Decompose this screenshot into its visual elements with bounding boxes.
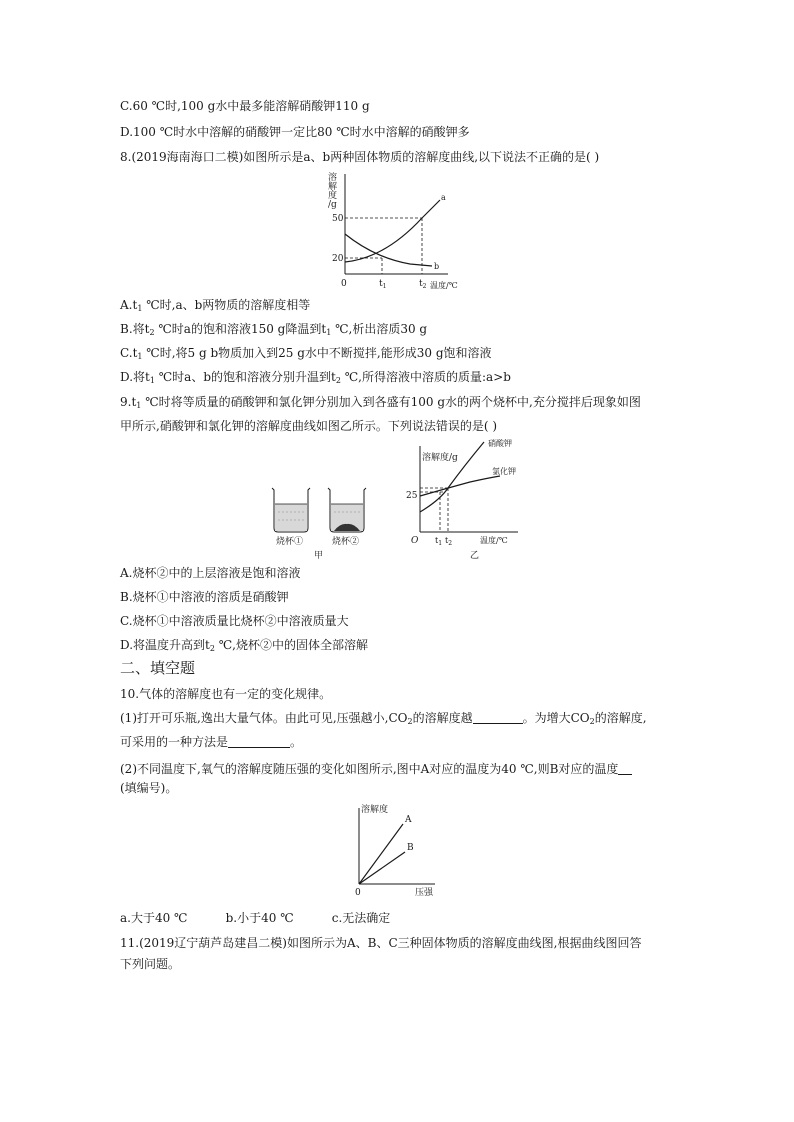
q9-stem-line2: 甲所示,硝酸钾和氯化钾的溶解度曲线如图乙所示。下列说法错误的是( ) — [120, 419, 497, 433]
q8-option-a: $A.t_1$ ℃时,a、b两物质的溶解度相等 — [120, 298, 311, 313]
q9-option-c: C.烧杯①中溶液质量比烧杯②中溶液质量大 — [120, 614, 349, 628]
t1-sub: 1 — [438, 540, 443, 547]
ylabel: 溶解度 — [361, 805, 389, 815]
q11-stem-line2: 下列问题。 — [120, 957, 181, 971]
figure-yi-caption: 乙 — [470, 551, 480, 561]
beaker-1 — [272, 488, 310, 532]
curve-b — [345, 234, 432, 266]
q7-option-c: C.60 ℃时,100 g水中最多能溶解硝酸钾110 g — [120, 99, 370, 113]
section-heading-fill-blank: 二、填空题 — [120, 659, 196, 677]
x-axis-label: 压强 — [415, 888, 434, 898]
t1-label: t — [435, 536, 439, 545]
answer-blank-3 — [618, 762, 632, 775]
q8-option-d: D.将$t_1$ ℃时a、b的饱和溶液分别升温到$t_2$ ℃,所得溶液中溶质的质量:a>b — [120, 370, 511, 385]
svg-text:t1 — [379, 279, 386, 290]
svg-text:t2 — [445, 536, 452, 547]
t2-sub: 2 — [422, 283, 427, 290]
y-tick-50: 50 — [332, 214, 344, 224]
origin-label: O — [411, 536, 419, 546]
line-a — [359, 824, 403, 884]
t2-label: t — [445, 536, 449, 545]
answer-blank-1 — [473, 711, 523, 724]
beaker-2-label: 烧杯② — [332, 537, 360, 547]
ylabel-char-1: 溶 — [328, 173, 338, 183]
line-b-label: B — [407, 843, 414, 853]
q9-option-d: D.将温度升高到$t_2$ ℃,烧杯②中的固体全部溶解 — [120, 638, 368, 653]
answer-blank-2 — [228, 735, 290, 748]
t1-sub: 1 — [382, 283, 387, 290]
q9-stem-line1: $9.t_1$ ℃时将等质量的硝酸钾和氯化钾分别加入到各盛有100 g水的两个烧杯中,充分搅拌后现象如图 — [120, 395, 641, 410]
y-tick-25: 25 — [406, 491, 418, 501]
q9-option-a: A.烧杯②中的上层溶液是饱和溶液 — [120, 566, 301, 580]
origin-label: 0 — [355, 888, 361, 898]
line-b — [359, 852, 405, 884]
q10-part1-line2: 可采用的一种方法是 。 — [120, 735, 303, 749]
q7-option-d: D.100 ℃时水中溶解的硝酸钾一定比80 ℃时水中溶解的硝酸钾多 — [120, 125, 470, 139]
t2-label: t — [419, 279, 423, 289]
svg-text:t2 — [419, 279, 427, 290]
q9-option-b: B.烧杯①中溶液的溶质是硝酸钾 — [120, 590, 289, 604]
t2-sub: 2 — [448, 540, 453, 547]
ylabel: 溶解度/g — [422, 453, 458, 463]
q10-options: a.大于40 ℃ b.小于40 ℃ c.无法确定 — [120, 911, 391, 925]
beaker-2 — [328, 488, 366, 532]
q9-solubility-chart — [400, 436, 540, 561]
q8-option-c: $C.t_1$ ℃时,将5 g b物质加入到25 g水中不断搅拌,能形成30 g饱和溶液 — [120, 346, 492, 361]
q10-stem: 10.气体的溶解度也有一定的变化规律。 — [120, 687, 332, 701]
q10-part2-line2: (填编号)。 — [120, 781, 178, 795]
q8-stem: 8.(2019海南海口二模)如图所示是a、b两种固体物质的溶解度曲线,以下说法不正确的是( ) — [120, 150, 600, 164]
q8-option-b: B.将$t_2$ ℃时a的饱和溶液150 g降温到$t_1$ ℃,析出溶质30 g — [120, 322, 428, 337]
q10-pressure-chart — [345, 800, 455, 898]
t1-label: t — [379, 279, 383, 289]
q10-part2-line1: (2)不同温度下,氧气的溶解度随压强的变化如图所示,图中A对应的温度为40 ℃,则B对应的温度 — [120, 761, 632, 777]
q8-solubility-chart — [320, 166, 470, 296]
q10-part1-line1: (1)打开可乐瓶,逸出大量气体。由此可见,压强越小$,CO_2$的溶解度越 。为增大$CO_2$的溶解度, — [120, 711, 647, 726]
y-tick-20: 20 — [332, 254, 344, 264]
line-a-label: A — [405, 815, 412, 825]
beaker-1-label: 烧杯① — [276, 537, 304, 547]
curve-a-label: a — [441, 193, 446, 202]
curve-b-label: b — [434, 262, 440, 271]
figure-jia-caption: 甲 — [314, 551, 324, 561]
x-axis-label: 温度/℃ — [430, 281, 458, 290]
origin-label: 0 — [341, 279, 347, 289]
curve-kcl — [420, 476, 500, 496]
svg-text:t1 — [435, 536, 442, 547]
ylabel-char-2: 解 — [328, 182, 338, 192]
curve-a — [345, 200, 440, 262]
curve-kno3-label: 硝酸钾 — [488, 439, 512, 448]
curve-kcl-label: 氯化钾 — [492, 467, 516, 476]
x-axis-label: 温度/℃ — [480, 536, 508, 545]
ylabel-char-4: /g — [328, 200, 337, 210]
ylabel-char-3: 度 — [328, 191, 338, 201]
q11-stem-line1: 11.(2019辽宁葫芦岛建昌二模)如图所示为A、B、C三种固体物质的溶解度曲线图,根据曲线图回答 — [120, 936, 642, 950]
q9-beakers-figure — [262, 482, 382, 562]
